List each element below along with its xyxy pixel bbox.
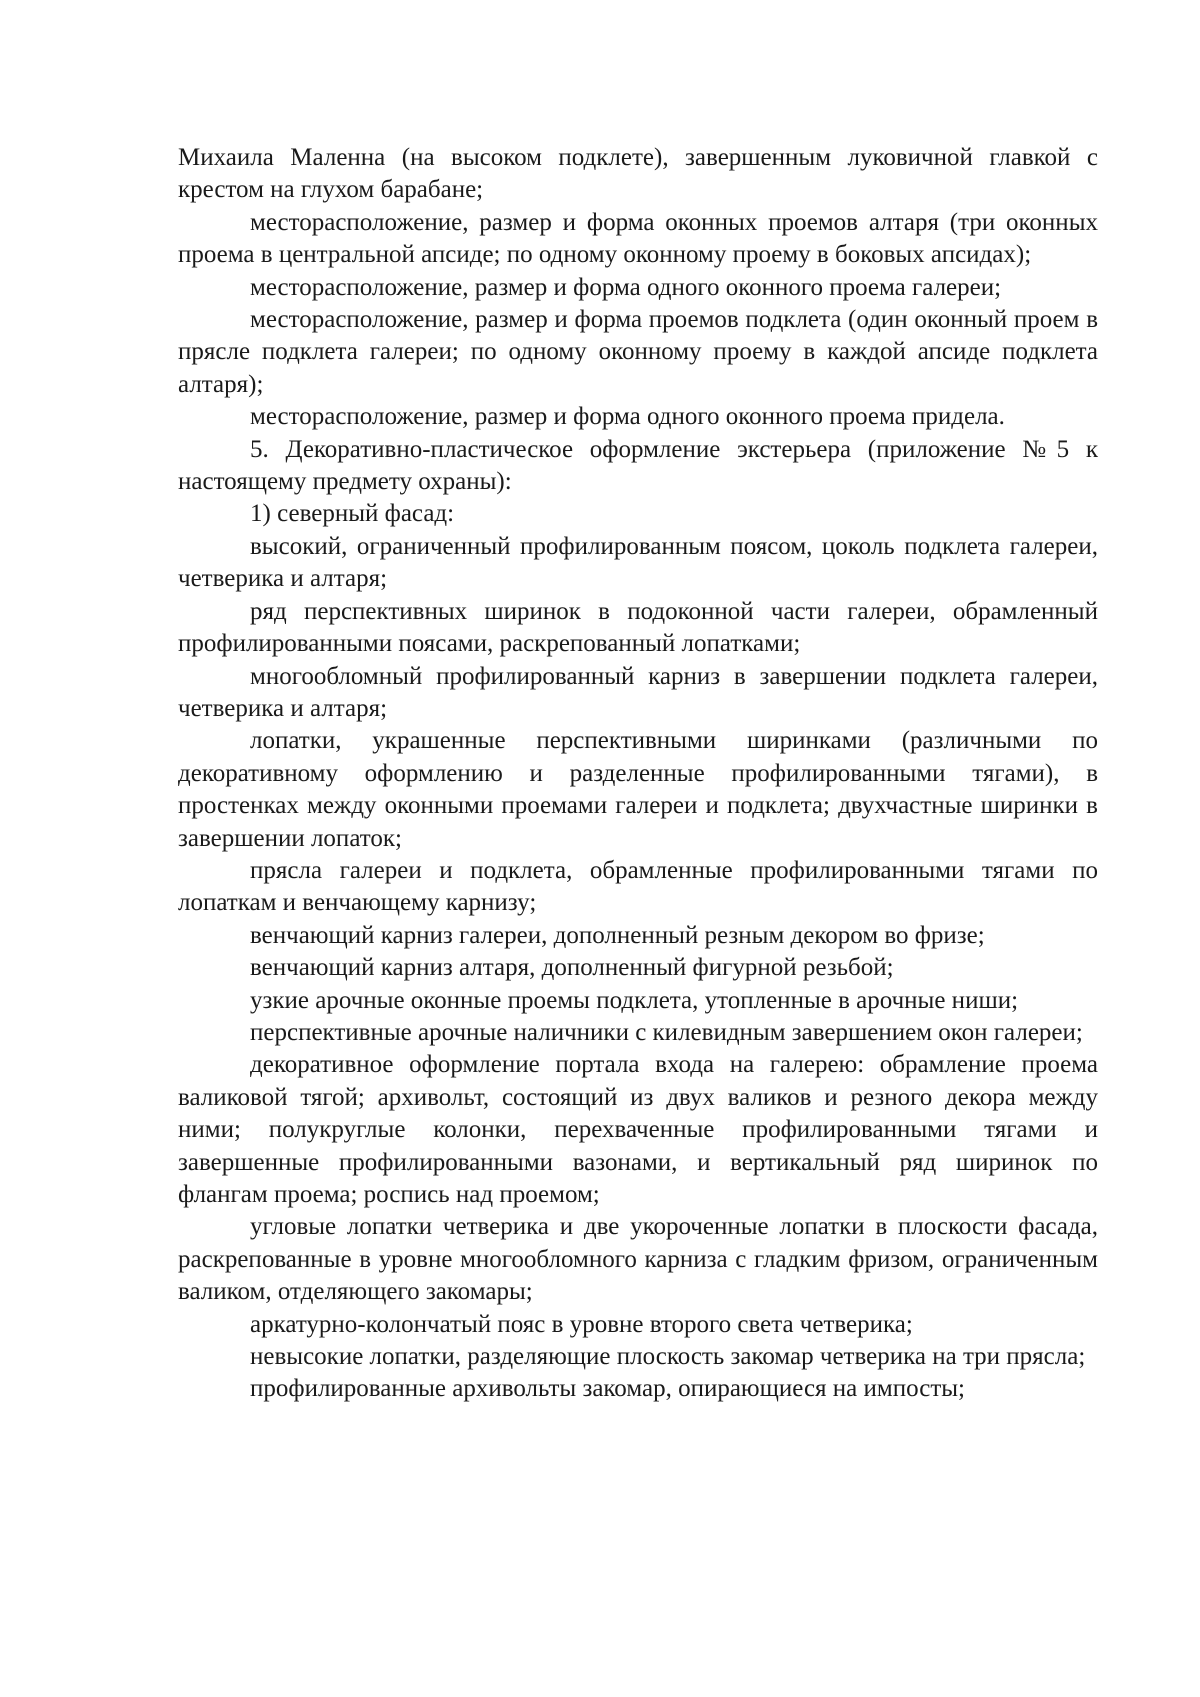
- paragraph-pilasters: лопатки, украшенные перспективными ширинками (различными по декоративному оформлению и разделенные профилированными тягами), в простенках между оконными проемами галереи и подклета; двухчастные ширинки в завершении лопаток;: [178, 727, 1098, 852]
- paragraph-cornice: многообломный профилированный карниз в завершении подклета галереи, четверика и алтаря;: [178, 662, 1098, 722]
- paragraph-altar-windows: месторасположение, размер и форма оконных проемов алтаря (три оконных проема в центральной апсиде; по одному оконному проему в боковых апсидах);: [178, 208, 1098, 269]
- paragraph-arcature-belt: аркатурно-колончатый пояс в уровне второго света четверика;: [250, 1310, 913, 1338]
- paragraph-chapel-window: месторасположение, размер и форма одного оконного проема придела.: [250, 403, 1005, 431]
- paragraph-panels-row: ряд перспективных ширинок в подоконной части галереи, обрамленный профилированными поясами, раскрепованный лопатками;: [178, 597, 1098, 658]
- paragraph-plinth: высокий, ограниченный профилированным поясом, цоколь подклета галереи, четверика и алтаря;: [178, 532, 1098, 593]
- paragraph-corner-pilasters: угловые лопатки четверика и две укороченные лопатки в плоскости фасада, раскрепованные в уровне многообломного карниза с гладким фризом, ограниченным валиком, отделяющего закомары;: [178, 1213, 1098, 1306]
- paragraph-bays: прясла галереи и подклета, обрамленные профилированными тягами по лопаткам и венчающему карнизу;: [178, 856, 1098, 917]
- subsection-north-facade: 1) северный фасад:: [250, 500, 455, 528]
- paragraph-podklet-openings: месторасположение, размер и форма проемов подклета (один оконный проем в прясле подклета галереи; по одному оконному проему в каждой апсиде подклета алтаря);: [178, 306, 1098, 398]
- paragraph-window-surrounds: перспективные арочные наличники с килевидным завершением окон галереи;: [250, 1018, 1083, 1046]
- paragraph-gallery-window: месторасположение, размер и форма одного оконного проема галереи;: [250, 273, 1002, 301]
- paragraph-continuation: Михаила Маленна (на высоком подклете), завершенным луковичной главкой с крестом на глухом барабане;: [178, 144, 1098, 204]
- section-heading-decor: 5. Декоративно-пластическое оформление экстерьера (приложение №5 к настоящему предмету охраны):: [178, 435, 1098, 496]
- document-page: [178, 142, 1098, 1406]
- paragraph-podklet-windows: узкие арочные оконные проемы подклета, утопленные в арочные ниши;: [250, 986, 1019, 1014]
- paragraph-altar-cornice: венчающий карниз алтаря, дополненный фигурной резьбой;: [250, 954, 894, 982]
- paragraph-gallery-cornice: венчающий карниз галереи, дополненный резным декором во фризе;: [250, 921, 985, 949]
- paragraph-low-pilasters: невысокие лопатки, разделяющие плоскость закомар четверика на три прясла;: [250, 1343, 1086, 1371]
- paragraph-archivolts: профилированные архивольты закомар, опирающиеся на импосты;: [250, 1375, 965, 1403]
- paragraph-portal: декоративное оформление портала входа на галерею: обрамление проема валиковой тягой; архивольт, состоящий из двух валиков и резного декора между ними; полукруглые колонки, перехваченные профилированными тягами и завершенные профилированными вазонами, и вертикальный ряд ширинок по флангам проема; роспись над проемом;: [178, 1051, 1098, 1208]
